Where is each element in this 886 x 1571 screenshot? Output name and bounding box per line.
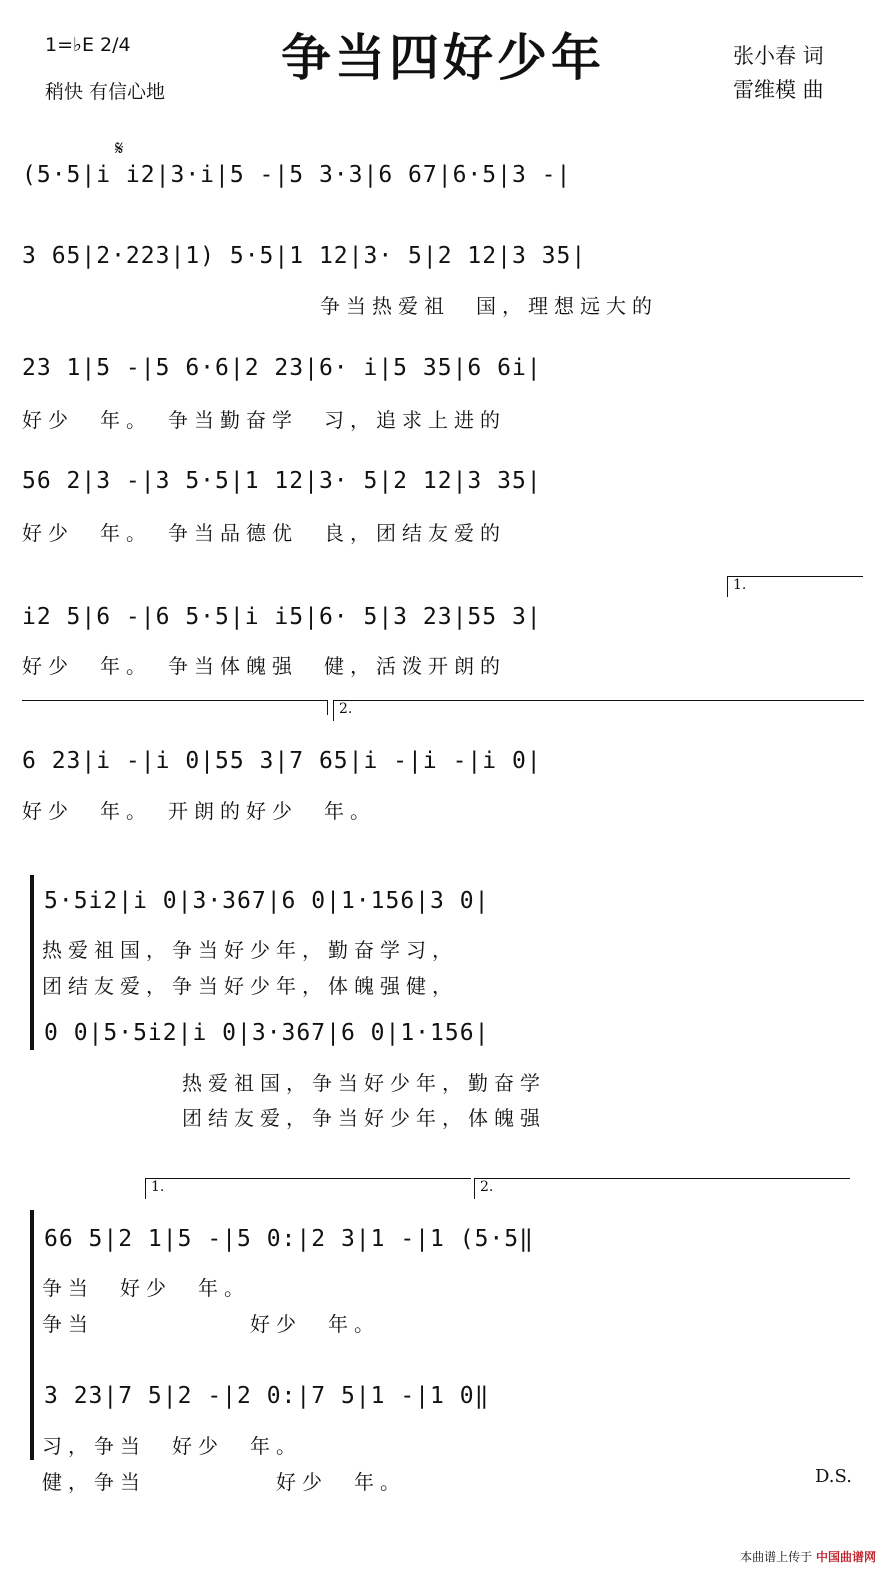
lyric-line: 争当 好少 年。	[42, 1276, 250, 1300]
lyric-line: 争当热爱祖 国，理想远大的	[320, 294, 658, 318]
volta-first-ending: 1.	[727, 576, 863, 597]
lyric-line: 好少 年。 争当品德优 良，团结友爱的	[22, 521, 506, 545]
score-row-5	[22, 604, 868, 644]
key-signature: 1=♭E 2/4	[45, 34, 131, 56]
lyric-line: 热爱祖国，争当好少年，勤奋学习，	[42, 938, 458, 962]
notation-line: 3 65|2·223|1) 5·5|1 12|3· 5|2 12|3 35|	[22, 243, 587, 269]
composer-credit: 雷维模 曲	[733, 78, 824, 102]
notation-line: 56 2|3 -|3 5·5|1 12|3· 5|2 12|3 35|	[22, 468, 542, 494]
lyrics-row-2	[22, 290, 868, 320]
lyric-line: 争当 好少 年。	[42, 1312, 380, 1336]
lyric-line: 团结友爱，争当好少年，体魄强	[182, 1106, 546, 1130]
lyrics-row-6	[22, 795, 868, 825]
lyric-line: 团结友爱，争当好少年，体魄强健，	[42, 974, 458, 998]
tempo-marking: 稍快 有信心地	[45, 81, 166, 103]
page-title: 争当四好少年	[281, 29, 605, 87]
lyrics-row-3	[22, 404, 868, 434]
score-row-7-upper	[22, 888, 868, 928]
lyrics-row-9-verse1	[22, 1272, 868, 1302]
source-watermark	[740, 1548, 876, 1565]
lyrics-row-10-verse2	[22, 1466, 868, 1496]
volta-second-ending: 2.	[333, 700, 864, 721]
lyrics-row-4	[22, 517, 868, 547]
score-row-2	[22, 243, 868, 283]
score-row-9-upper	[22, 1226, 868, 1266]
score-row-9-lower	[22, 1383, 868, 1423]
notation-line: i2 5|6 -|6 5·5|i i5|6· 5|3 23|55 3|	[22, 604, 542, 630]
watermark-prefix: 本曲谱上传于	[740, 1550, 813, 1564]
notation-line: 5·5i2|i 0|3·367|6 0|1·156|3 0|	[44, 888, 490, 914]
lyricist-credit: 张小春 词	[733, 44, 824, 68]
lyrics-row-8-verse1	[22, 1067, 868, 1097]
volta-first-continuation	[22, 700, 328, 715]
notation-line: (5·5|i i2|3·i|5 -|5 3·3|6 67|6·5|3 -|	[22, 162, 572, 188]
segno-icon: 𝄋	[115, 136, 124, 160]
dal-segno-marking: D.S.	[815, 1466, 852, 1487]
lyric-line: 习，争当 好少 年。	[42, 1434, 302, 1458]
notation-line: 3 23|7 5|2 -|2 0:|7 5|1 -|1 0‖	[44, 1383, 490, 1409]
lyric-line: 好少 年。 开朗的好少 年。	[22, 799, 376, 823]
notation-line: 0 0|5·5i2|i 0|3·367|6 0|1·156|	[44, 1020, 490, 1046]
lyrics-row-8-verse2	[22, 1102, 868, 1132]
volta-second-ending: 2.	[474, 1178, 850, 1199]
watermark-brand: 中国曲谱网	[815, 1550, 876, 1564]
score-row-7-lower	[22, 1020, 868, 1060]
lyric-line: 健，争当 好少 年。	[42, 1470, 406, 1494]
lyric-line: 热爱祖国，争当好少年，勤奋学	[182, 1071, 546, 1095]
notation-line: 66 5|2 1|5 -|5 0:|2 3|1 -|1 (5·5‖	[44, 1226, 534, 1252]
lyrics-row-7-verse1	[22, 934, 868, 964]
lyric-line: 好少 年。 争当勤奋学 习，追求上进的	[22, 408, 506, 432]
lyric-line: 好少 年。 争当体魄强 健，活泼开朗的	[22, 654, 506, 678]
notation-line: 6 23|i -|i 0|55 3|7 65|i -|i -|i 0|	[22, 748, 542, 774]
lyrics-row-9-verse2	[22, 1308, 868, 1338]
score-row-4	[22, 468, 868, 508]
volta-first-ending: 1.	[145, 1178, 471, 1199]
lyrics-row-10-verse1	[22, 1430, 868, 1460]
score-row-6	[22, 748, 868, 788]
lyrics-row-5	[22, 650, 868, 680]
score-row-1	[22, 162, 868, 202]
score-row-3	[22, 355, 868, 395]
notation-line: 23 1|5 -|5 6·6|2 23|6· i|5 35|6 6i|	[22, 355, 542, 381]
lyrics-row-7-verse2	[22, 970, 868, 1000]
